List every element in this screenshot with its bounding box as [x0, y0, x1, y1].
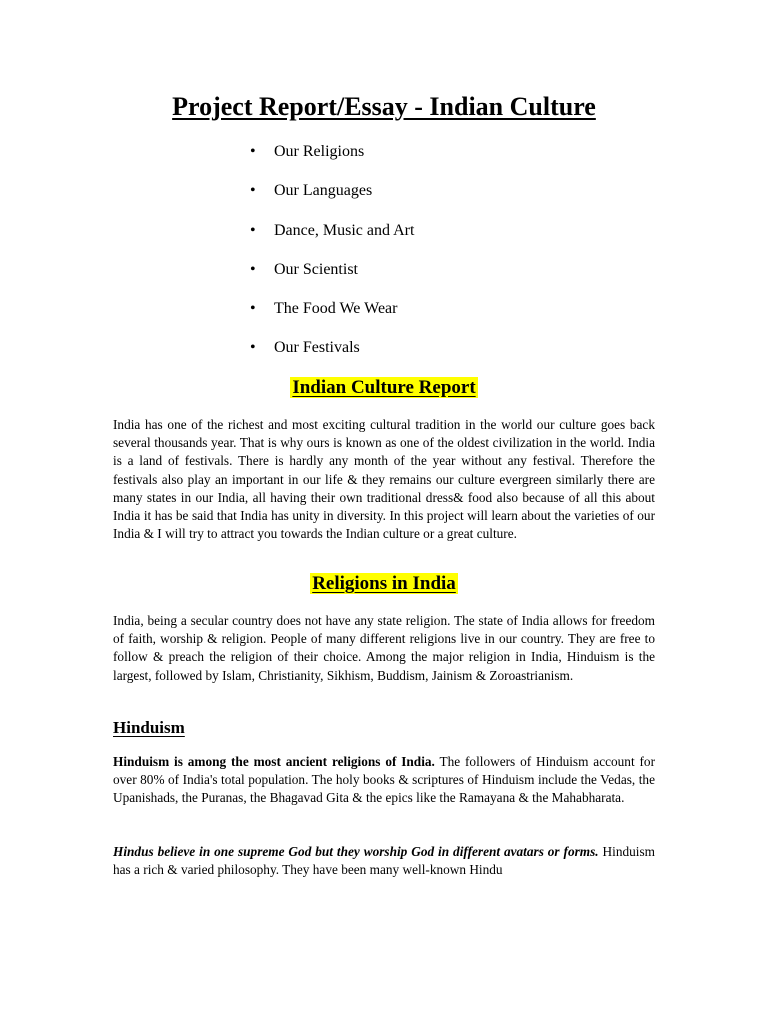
list-item — [248, 336, 414, 375]
highlighted-heading-text: Religions in India — [312, 573, 456, 594]
bold-italic-lead-sentence: Hindus believe in one supreme God but they worship God in different avatars or forms. — [113, 844, 599, 859]
paragraph-text: Hinduism has a rich & varied philosophy. They have been many well-known Hindu — [113, 844, 655, 878]
hinduism-paragraph-2 — [113, 843, 655, 879]
bullet-icon: • — [250, 143, 256, 160]
document-title: Project Report/Essay - Indian Culture — [172, 92, 596, 121]
list-item-label: Dance, Music and Art — [274, 221, 415, 239]
section-heading-culture-report — [0, 375, 768, 401]
paragraph-text: The followers of Hinduism account for over 80% of India's total population. The holy books & scriptures of Hinduism include the Vedas, the Upanishads, the Puranas, the Bhagavad Gita & the epics like the Ramayana & the Mahabharata. — [113, 754, 655, 806]
culture-report-paragraph: India has one of the richest and most exciting cultural tradition in the world our culture goes back several thousands year. That is why ours is known as one of the oldest civilization in the world. India is a land of festivals. There is hardly any month of the year without any festival. Therefore the festivals also play an important in our life & they remains our culture evergreen similarly there are many states in our India, all having their own traditional dress& food also because of all this about India it has be said that India has unity in diversity. In this project will learn about the varieties of our India & I will try to attract you towards the Indian culture or a great culture. — [113, 417, 655, 542]
bullet-icon: • — [250, 221, 256, 239]
list-item — [248, 258, 414, 297]
list-item — [248, 179, 414, 218]
list-item-label: Our Languages — [274, 182, 373, 200]
list-item — [248, 219, 414, 258]
topics-list — [248, 140, 414, 376]
bullet-icon: • — [250, 260, 256, 278]
hinduism-heading: Hinduism — [113, 718, 185, 737]
bold-lead-sentence: Hinduism is among the most ancient religions of India. — [113, 754, 435, 769]
list-item-label: Our Religions — [274, 143, 365, 160]
section-heading-religions — [0, 571, 768, 597]
list-item — [248, 140, 414, 179]
hinduism-paragraph-1 — [113, 753, 655, 808]
list-item-label: The Food We Wear — [274, 300, 398, 318]
highlighted-heading-text: Indian Culture Report — [292, 377, 476, 398]
bullet-icon: • — [250, 182, 256, 200]
list-item-label: Our Scientist — [274, 260, 358, 278]
list-item-label: Our Festivals — [274, 339, 360, 357]
religions-paragraph: India, being a secular country does not have any state religion. The state of India allows for freedom of faith, worship & religion. People of many different religions live in our country. They are free to follow & preach the religion of their choice. Among the major religion in India, Hinduism is the largest, followed by Islam, Christianity, Sikhism, Buddism, Jainism & Zoroastrianism. — [113, 613, 655, 683]
bullet-icon: • — [250, 339, 256, 357]
list-item — [248, 297, 414, 336]
bullet-icon: • — [250, 300, 256, 318]
